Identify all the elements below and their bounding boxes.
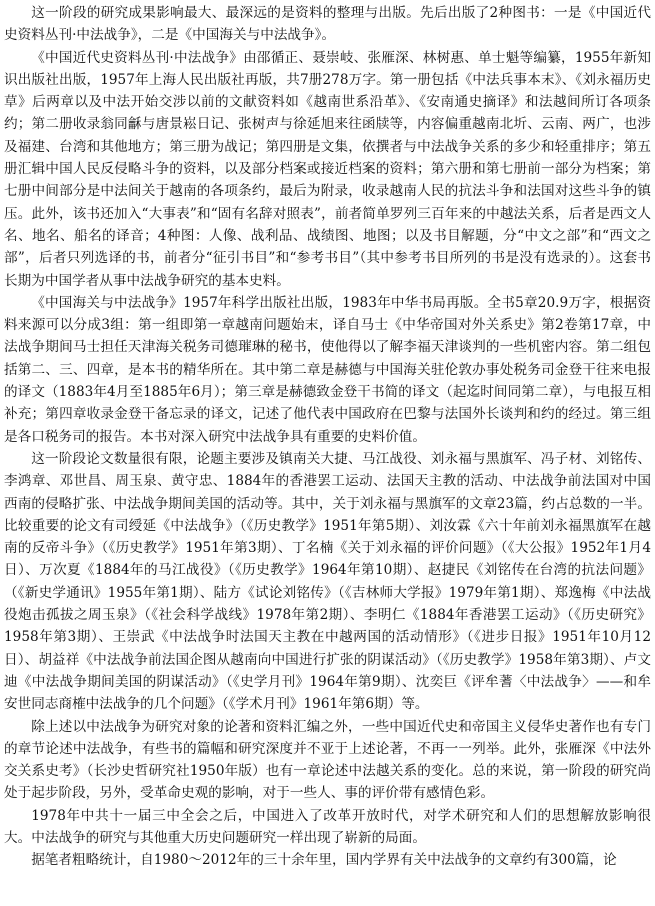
paragraph-papers-of-the-period: 这一阶段论文数量很有限，论题主要涉及镇南关大捷、马江战役、刘永福与黑旗军、冯子材、刘铭传、李鸿章、邓世昌、周玉泉、黄守忠、1884年的香港罢工运动、法国天主教的活动、中法战争前法国对中国西南的侵略扩张、中法战争期间美国的活动等。其中，关于刘永福与黑旗军的文章23篇，约占总数的一半。比较重要的论文有司绶延《中法战争》（《历史教学》1951年第5期）、刘汝霖《六十年前刘永福黑旗军在越南的反帝斗争》（《历史教学》1951年第3期）、丁名楠《关于刘永福的评价问题》（《大公报》1952年1月4日）、万次夏《1884年的马江战役》（《历史教学》1964年第10期）、赵捷民《刘铭传在台湾的抗法问题》（《新史学通讯》1955年第1期）、陆方《试论刘铭传》（《吉林师大学报》1979年第1期）、郑逸梅《中法战役炮击孤拔之周玉泉》（《社会科学战线》1978年第2期）、李明仁《1884年香港罢工运动》（《历史研究》1958年第3期）、王崇武《中法战争时法国天主教在中越两国的活动情形》（《进步日报》1951年10月12日）、胡益祥《中法战争前法国企图从越南向中国进行扩张的阴谋活动》（《历史教学》1958年第3期）、卢文迪《中法战争期间美国的阴谋活动》（《史学月刊》1964年第9期）、沈奕巨《评牟蓍〈中法战争〉——和牟安世同志商榷中法战争的几个问题》（《学术月刊》1961年第6期）等。 [4,450,651,713]
paragraph-materials-intro: 这一阶段的研究成果影响最大、最深远的是资料的整理与出版。先后出版了2种图书：一是《中国近代史资料丛刊·中法战争》，二是《中国海关与中法战争》。 [4,5,651,44]
paragraph-statistics: 据笔者粗略统计，自1980～2012年的三十余年里，国内学界有关中法战争的文章约有300篇，论 [31,852,617,869]
paragraph-reform-era: 1978年中共十一届三中全会之后，中国进入了改革开放时代，对学术研究和人们的思想解放影响很大。中法战争的研究与其他重大历史问题研究一样出现了崭新的局面。 [4,807,651,846]
paragraph-historical-materials-series: 《中国近代史资料丛刊·中法战争》由邵循正、聂崇岐、张雁深、林树惠、单士魁等编纂，1955年新知识出版社出版，1957年上海人民出版社再版，共7册278万字。第一册包括《中法兵事本末》、《刘永福历史草》后两章以及中法开始交涉以前的文献资料如《越南世系沿革》、《安南通史摘译》和法越间所订各项条约；第二册收录翁同龢与唐景崧日记、张树声与徐延旭来往函牍等，内容偏重越南北圻、云南、两广，也涉及福建、台湾和其他地方；第三册为战记；第四册是文集，依撰者与中法战争关系的多少和轻重排序；第五册汇辑中国人民反侵略斗争的资料，以及部分档案或接近档案的资料；第六册和第七册前一部分为档案；第七册中间部分是中法间关于越南的各项条约，最后为附录，收录越南人民的抗法斗争和法国对这些斗争的镇压。此外，该书还加入“大事表”和“固有名辞对照表”，前者简单罗列三百年来的中越法关系，后者是西文人名、地名、船名的译音；4种图：人像、战利品、战绩图、地图；以及书目解题，分“中文之部”和“西文之部”，后者只列选译的书，前者分“征引书目”和“参考书目”（其中参考书目所列的书是没有选录的）。这套书长期为中国学者从事中法战争研究的基本史料。 [4,49,651,289]
document-page [4,2,651,872]
paragraph-other-works: 除上述以中法战争为研究对象的论著和资料汇编之外，一些中国近代史和帝国主义侵华史著作也有专门的章节论述中法战争，有些书的篇幅和研究深度并不亚于上述论著，不再一一列举。此外，张雁深《中法外交关系史考》（长沙史哲研究社1950年版）也有一章论述中法越关系的变化。总的来说，第一阶段的研究尚处于起步阶段，另外，受革命史观的影响，对于一些人、事的评价带有感情色彩。 [4,718,651,802]
paragraph-customs-and-war: 《中国海关与中法战争》1957年科学出版社出版，1983年中华书局再版。全书5章20.9万字，根据资料来源可以分成3组：第一组即第一章越南问题始末，译自马士《中华帝国对外关系史》第2卷第17章，中法战争期间马士担任天津海关税务司德璀琳的秘书，使他得以了解李福天津谈判的一些机密内容。第二组包括第二、三、四章，是本书的精华所在。其中第二章是赫德与中国海关驻伦敦办事处税务司金登干往来电报的译文（1883年4月至1885年6月）；第三章是赫德致金登干书简的译文（起迄时间同第二章），与电报互相补充；第四章收录金登干备忘录的译文，记述了他代表中国政府在巴黎与法国外长谈判和约的经过。第三组是各口税务司的报告。本书对深入研究中法战争具有重要的史料价值。 [4,294,651,445]
